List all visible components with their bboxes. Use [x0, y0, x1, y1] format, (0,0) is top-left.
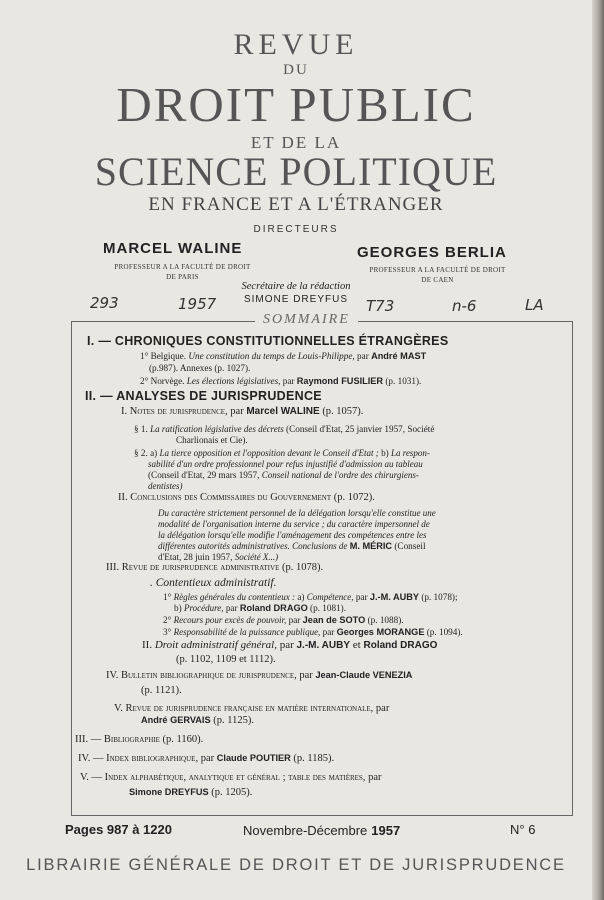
toc-entry-conclusions: II. Conclusions des Commissaires du Gouvernement (p. 1072). [118, 492, 375, 503]
toc-entry-jurisprudence-internationale: V. Revue de jurisprudence française en matière internationale, par [114, 703, 390, 714]
toc-entry-contentieux: . Contentieux administratif. [150, 577, 277, 589]
toc-entry-belgique-pages: (p.987). Annexes (p. 1027). [149, 363, 251, 373]
toc-section-5: V. — Index alphabétique, analytique et général ; table des matières, par [80, 772, 382, 783]
director-left-affiliation: PROFESSEUR A LA FACULTÉ DE DROIT DE PARIS [114, 263, 251, 281]
toc-entry-paragraph-2-l2: sabilité d'un ordre professionnel pour refus injustifié d'admission au tableau [148, 459, 423, 469]
toc-entry-conclusions-l1: Du caractère strictement personnel de la délégation lorsqu'elle constitue une [158, 508, 436, 518]
toc-entry-conclusions-l3: la délégation lorsqu'elle modifie l'aménagement des compétences entre les [158, 530, 427, 540]
toc-entry-notes-jurisprudence: I. Notes de jurisprudence, par Marcel WALINE (p. 1057). [121, 406, 364, 417]
footer-issue-number: N° 6 [510, 822, 536, 837]
title-revue: REVUE [233, 28, 359, 61]
secretary-label: Secrétaire de la rédaction [241, 281, 351, 292]
toc-entry-procedure: b) Procédure, par Roland DRAGO (p. 1081). [174, 603, 347, 613]
toc-entry-paragraph-2-l4: dentistes) [148, 481, 183, 491]
toc-section-3: III. — Bibliographie (p. 1160). [75, 734, 204, 745]
toc-entry-gervais: André GERVAIS (p. 1125). [141, 715, 254, 726]
toc-entry-revue-jurisprudence-admin: III. Revue de jurisprudence administrative (p. 1078). [106, 562, 324, 573]
toc-section-2: II. — ANALYSES DE JURISPRUDENCE [85, 389, 322, 403]
toc-entry-paragraph-1-cont: Charlionais et Cie). [176, 435, 248, 445]
toc-entry-droit-admin-pages: (p. 1102, 1109 et 1112). [176, 654, 276, 665]
title-droit-public: DROIT PUBLIC [116, 77, 476, 132]
title-en-france: EN FRANCE ET A L'ÉTRANGER [148, 194, 444, 215]
toc-entry-conclusions-l4: différentes autorités administratives. Conclusions de M. MÉRIC (Conseil [158, 541, 426, 551]
handwritten-note-t73: T73 [366, 297, 395, 315]
toc-entry-conclusions-l2: modalité de l'organisation interne du service ; du caractère impersonnel de [158, 519, 430, 529]
directors-label: DIRECTEURS [253, 224, 339, 235]
toc-entry-paragraph-2: § 2. a) La tierce opposition et l'opposition devant le Conseil d'Etat ; b) La respon- [134, 448, 430, 458]
footer-issue-date: Novembre-Décembre 1957 [243, 823, 401, 838]
toc-entry-bulletin-pages: (p. 1121). [141, 685, 182, 696]
toc-section-1: I. — CHRONIQUES CONSTITUTIONNELLES ÉTRANGÈRES [87, 334, 449, 348]
title-du: DU [283, 62, 309, 78]
secretary-name: SIMONE DREYFUS [243, 294, 348, 305]
handwritten-note-n6: n-6 [452, 297, 477, 315]
title-et-de-la: ET DE LA [250, 133, 342, 152]
toc-entry-recours: 2° Recours pour excès de pouvoir, par Jean de SOTO (p. 1088). [163, 615, 404, 625]
toc-entry-paragraph-1: § 1. La ratification législative des décrets (Conseil d'Etat, 25 janvier 1957, Société [134, 424, 435, 434]
toc-entry-regles-generales: 1° Règles générales du contentieux : a) Compétence, par J.-M. AUBY (p. 1078); [163, 592, 458, 602]
sommaire-heading: SOMMAIRE [255, 312, 358, 328]
toc-entry-droit-admin-general: II. Droit administratif général, par J.-M. AUBY et Roland DRAGO [142, 639, 438, 651]
book-spine-edge [592, 0, 604, 900]
director-left-name: MARCEL WALINE [103, 240, 243, 257]
handwritten-note-293: 293 [90, 294, 119, 312]
toc-entry-bulletin-biblio: IV. Bulletin bibliographique de jurisprudence, par Jean-Claude VENEZIA [106, 670, 413, 681]
title-science-politique: SCIENCE POLITIQUE [94, 149, 498, 194]
toc-entry-paragraph-2-l3: (Conseil d'Etat, 29 mars 1957, Conseil national de l'ordre des chirurgiens- [148, 470, 419, 480]
publisher-name: LIBRAIRIE GÉNÉRALE DE DROIT ET DE JURISPRUDENCE [26, 856, 566, 874]
director-right-affiliation: PROFESSEUR A LA FACULTÉ DE DROIT DE CAEN [369, 266, 506, 284]
toc-entry-responsabilite: 3° Responsabilité de la puissance publique, par Georges MORANGE (p. 1094). [163, 627, 463, 637]
toc-section-4: IV. — Index bibliographique, par Claude POUTIER (p. 1185). [78, 753, 335, 764]
toc-section-5-author: Simone DREYFUS (p. 1205). [129, 787, 253, 798]
handwritten-note-1957: 1957 [178, 295, 217, 313]
director-right-name: GEORGES BERLIA [357, 244, 507, 261]
footer-pages: Pages 987 à 1220 [65, 822, 172, 837]
handwritten-note-la: LA [525, 296, 544, 314]
toc-entry-belgique: 1° Belgique. Une constitution du temps de Louis-Philippe, par André MAST [140, 351, 427, 361]
toc-entry-norvege: 2° Norvège. Les élections législatives, par Raymond FUSILIER (p. 1031). [140, 376, 422, 386]
toc-entry-conclusions-l5: d'Etat, 28 juin 1957, Société X...) [158, 552, 279, 562]
